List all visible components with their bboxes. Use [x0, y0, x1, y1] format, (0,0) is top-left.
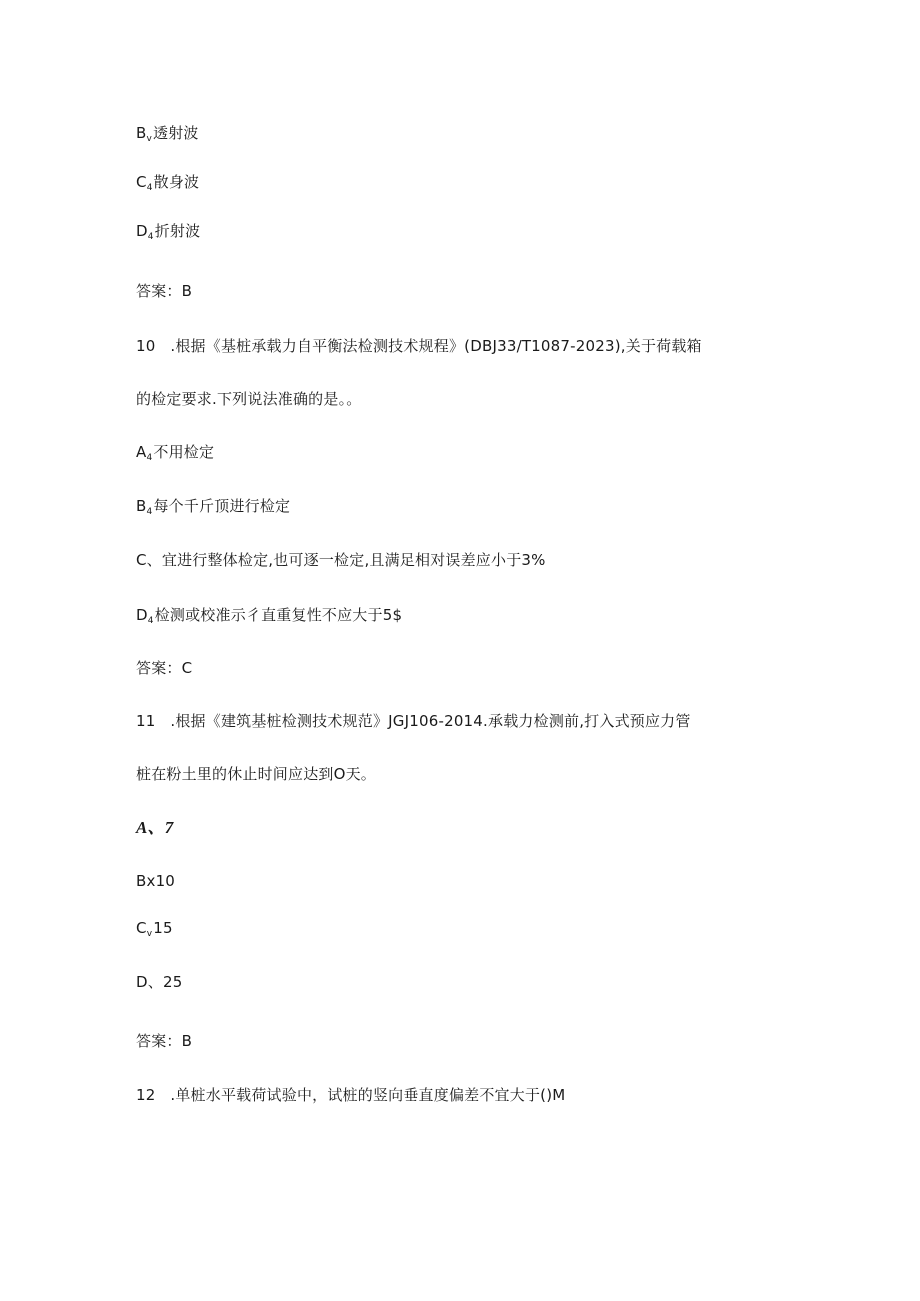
- q10-answer: 答案：C: [136, 659, 193, 677]
- option-marker: v: [146, 134, 153, 144]
- q10-option-c: C、宜进行整体检定,也可逐一检定,且满足相对误差应小于3%: [136, 551, 546, 569]
- q11-stem-line2: 桩在粉土里的休止时间应达到O天。: [136, 765, 377, 783]
- option-marker: 4: [147, 616, 154, 626]
- q10-stem-line2: 的检定要求.下列说法准确的是。。: [136, 390, 362, 408]
- option-marker: 4: [146, 183, 153, 193]
- option-marker: 4: [146, 453, 153, 463]
- option-letter: D: [136, 222, 148, 240]
- q11-answer: 答案：B: [136, 1032, 193, 1050]
- q11-option-b: Bx10: [136, 872, 176, 890]
- option-text: 透射波: [153, 124, 199, 142]
- option-text: 散身波: [153, 173, 200, 191]
- q12-stem-line1: 12 .单桩水平载荷试验中，试桩的竖向垂直度偏差不宜大于()M: [136, 1086, 566, 1104]
- option-letter: C: [136, 173, 147, 191]
- option-text: 折射波: [154, 222, 201, 240]
- option-letter: B: [136, 124, 147, 142]
- q10-stem-line1: 10 .根据《基桩承载力自平衡法检测技术规程》(DBJ33/T1087-2023),关于荷载箱: [136, 337, 702, 355]
- option-text: 15: [153, 919, 173, 937]
- q11-stem-line1: 11 .根据《建筑基桩检测技术规范》JGJ106-2014.承载力检测前,打入式预应力管: [136, 712, 691, 730]
- option-marker: 4: [146, 507, 153, 517]
- option-marker: 4: [147, 232, 154, 242]
- option-letter: B: [136, 497, 147, 515]
- q10-option-a: [136, 442, 214, 468]
- q10-option-d: [136, 605, 402, 631]
- q9-answer: 答案：B: [136, 282, 193, 300]
- option-letter: C: [136, 919, 147, 937]
- q9-option-d: [136, 221, 200, 247]
- option-text: 每个千斤顶进行检定: [153, 497, 291, 515]
- option-text: 不用检定: [153, 443, 215, 461]
- option-letter: A: [136, 443, 147, 461]
- option-letter: D: [136, 606, 148, 624]
- option-marker: v: [146, 929, 153, 939]
- option-text: 检测或校准示彳直重复性不应大于5$: [154, 606, 403, 624]
- q11-option-a: A、7: [136, 818, 174, 837]
- q11-option-d: D、25: [136, 973, 183, 991]
- q11-option-c: [136, 918, 173, 944]
- q9-option-c: [136, 172, 199, 198]
- q10-option-b: [136, 496, 290, 522]
- q9-option-b: [136, 123, 199, 149]
